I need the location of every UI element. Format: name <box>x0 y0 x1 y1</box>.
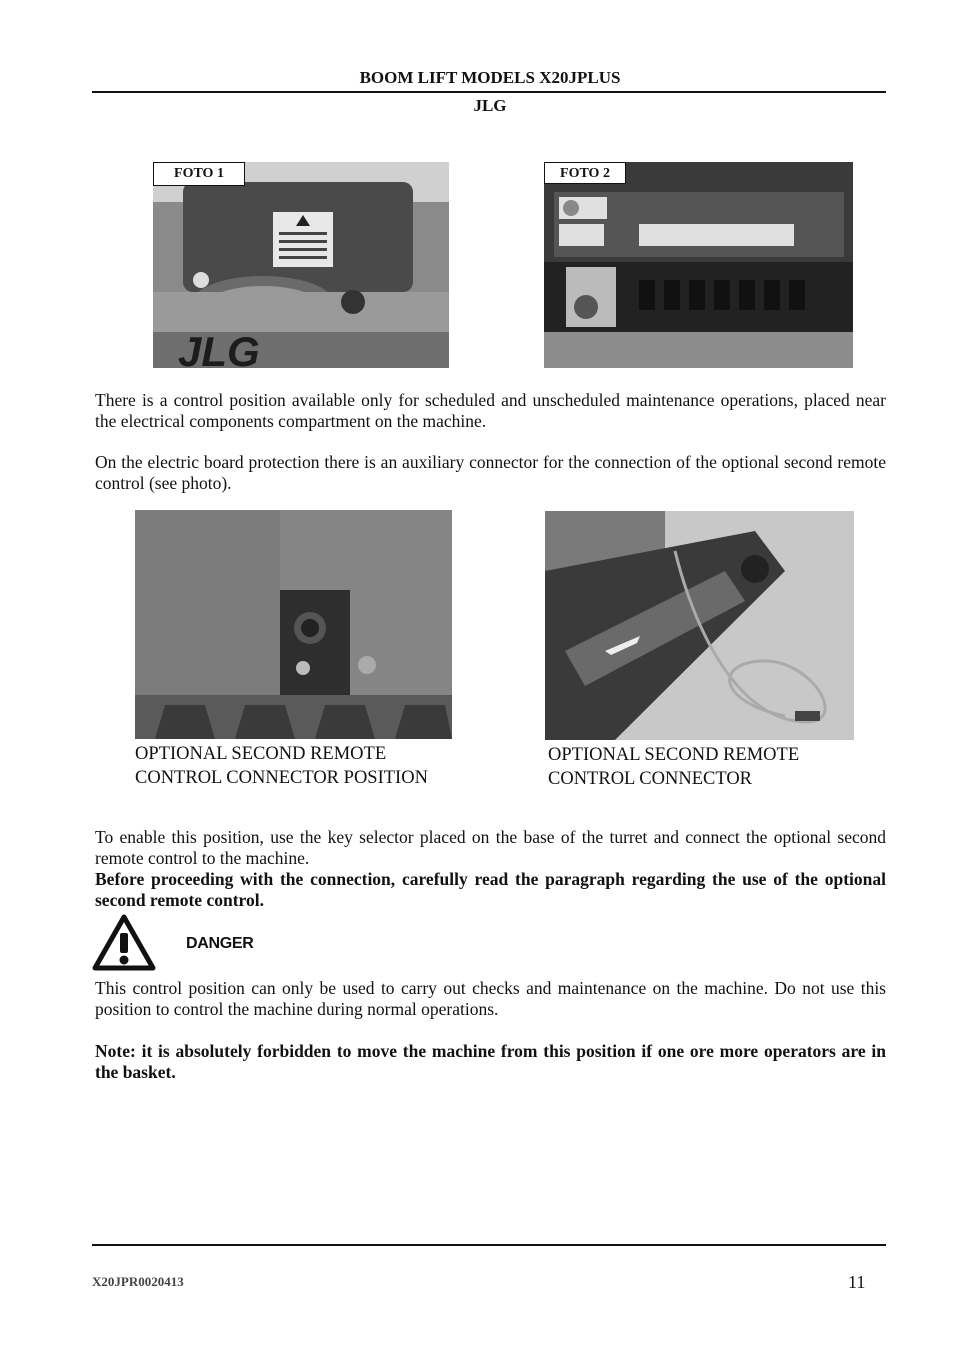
paragraph-enable-position: To enable this position, use the key selector placed on the base of the turret and connect the optional second remote control to the machine. <box>95 827 886 868</box>
caption-right-line-1: OPTIONAL SECOND REMOTE <box>548 745 800 765</box>
photo-connector <box>545 511 854 740</box>
paragraph-read-before-connection: Before proceeding with the connection, carefully read the paragraph regarding the use of the optional second remote control. <box>95 869 886 910</box>
note-forbidden-movement: Note: it is absolutely forbidden to move the machine from this position if one ore more operators are in the basket. <box>95 1041 886 1082</box>
danger-label: DANGER <box>186 935 254 952</box>
photo-foto-1 <box>153 162 449 368</box>
photo-connector-position <box>135 510 452 739</box>
paragraph-control-position: There is a control position available only for scheduled and unscheduled maintenance operations, placed near the electrical components compartment on the machine. <box>95 390 886 431</box>
footer-rule <box>92 1244 886 1246</box>
foto1-jlg-logo: JLG <box>178 328 260 368</box>
photo-foto-2 <box>544 162 853 368</box>
foto-2-label: FOTO 2 <box>544 162 626 184</box>
brand-name: JLG <box>473 96 507 115</box>
paragraph-auxiliary-connector: On the electric board protection there is an auxiliary connector for the connection of the optional second remote control (see photo). <box>95 452 886 493</box>
caption-left-line-2: CONTROL CONNECTOR POSITION <box>135 768 428 788</box>
caption-right-line-2: CONTROL CONNECTOR <box>548 769 753 789</box>
caption-connector <box>548 743 799 791</box>
danger-warning-icon <box>92 914 156 971</box>
document-code: X20JPR0020413 <box>92 1274 184 1289</box>
document-title: BOOM LIFT MODELS X20JPLUS <box>359 68 621 87</box>
caption-connector-position <box>135 742 428 790</box>
caption-left-line-1: OPTIONAL SECOND REMOTE <box>135 744 387 764</box>
page-number: 11 <box>848 1272 866 1292</box>
header-rule <box>92 91 886 93</box>
paragraph-checks-maintenance: This control position can only be used to carry out checks and maintenance on the machine. Do not use this position to control the machine during normal operations. <box>95 978 886 1019</box>
foto-1-label: FOTO 1 <box>153 162 245 186</box>
